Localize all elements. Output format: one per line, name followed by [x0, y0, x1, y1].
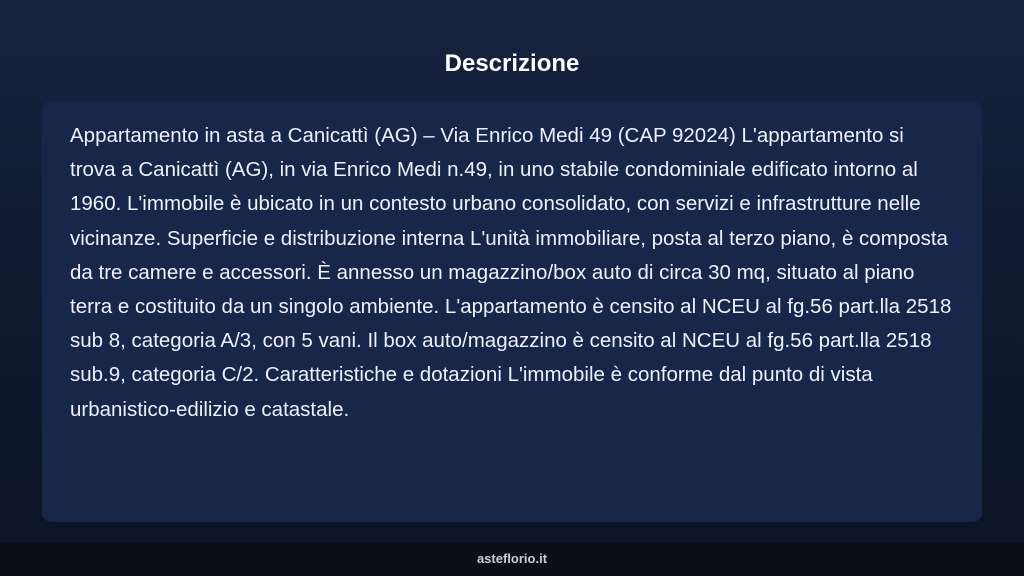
- description-card: [42, 101, 982, 522]
- description-text: Appartamento in asta a Canicattì (AG) – Via Enrico Medi 49 (CAP 92024) L'appartamento si trova a Canicattì (AG), in via Enrico Medi n.49, in uno stabile condominiale edificato intorno al 1960. L'immobile è ubicato in un contesto urbano consolidato, con servizi e infrastrutture nelle vicinanze. Superficie e distribuzione interna L'unità immobiliare, posta al terzo piano, è composta da tre camere e accessori. È annesso un magazzino/box auto di circa 30 mq, situato al piano terra e costituito da un singolo ambiente. L'appartamento è censito al NCEU al fg.56 part.lla 2518 sub 8, categoria A/3, con 5 vani. Il box auto/magazzino è censito al NCEU al fg.56 part.lla 2518 sub.9, categoria C/2. Caratteristiche e dotazioni L'immobile è conforme dal punto di vista urbanistico-edilizio e catastale.: [70, 124, 952, 421]
- page-title: Descrizione: [444, 50, 580, 77]
- footer-site-label: asteflorio.it: [476, 551, 548, 566]
